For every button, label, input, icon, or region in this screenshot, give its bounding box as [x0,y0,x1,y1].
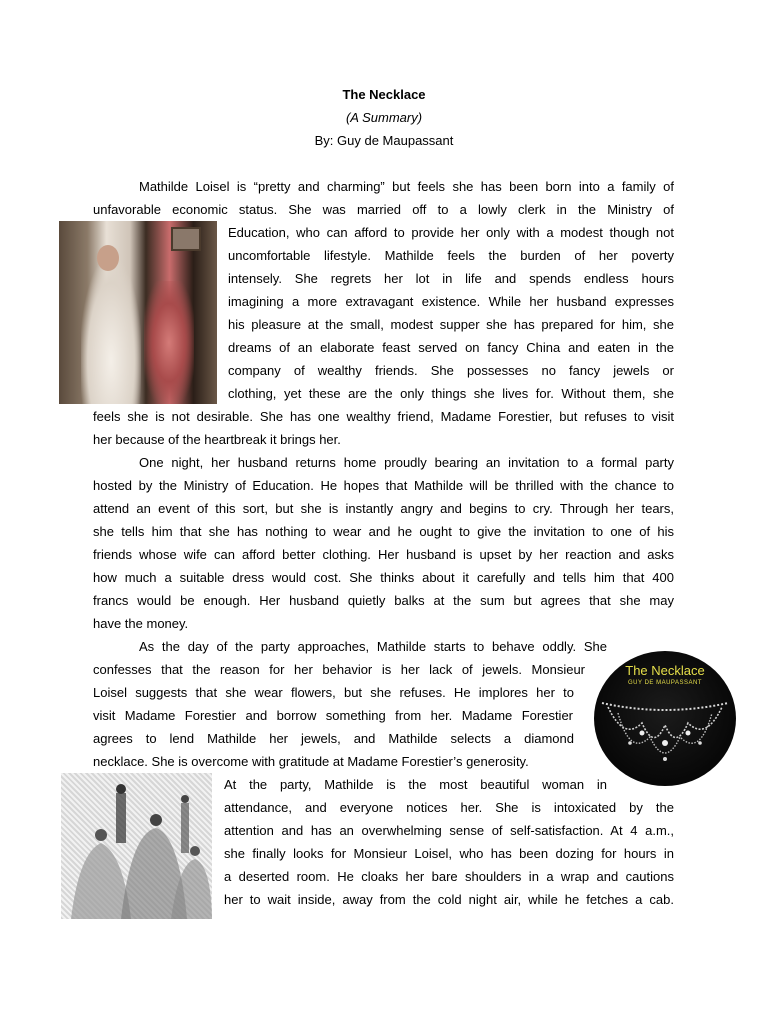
body-line: agrees to lend Mathilde her jewels, and Mathilde selects a diamond [93,731,574,746]
body-line: Education, who can afford to provide her only with a modest though not [228,225,674,240]
body-line: friends whose wife can afford better clothing. Her husband is upset by her reaction and asks [93,547,674,562]
cover-title: The Necklace [625,663,705,678]
body-line: she finally looks for Monsieur Loisel, who has been dozing for hours in [224,846,674,861]
body-line: she tells him that she has nothing to wear and he ought to give the invitation to one of his [93,524,674,539]
body-line: As the day of the party approaches, Mathilde starts to behave oddly. She [139,639,607,654]
body-line: her because of the heartbreak it brings her. [93,432,341,447]
body-line: francs would be enough. Her husband quietly balks at the sum but agrees that she may [93,593,674,608]
body-line: visit Madame Forestier and borrow something from her. Madame Forestier [93,708,573,723]
body-line: hosted by the Ministry of Education. He hopes that Mathilde will be thrilled with the chance to [93,478,674,493]
body-line: Loisel suggests that she wear flowers, but she refuses. He implores her to [93,685,574,700]
body-line: At the party, Mathilde is the most beautiful woman in [224,777,607,792]
document-title: The Necklace [342,87,426,102]
body-line: intensely. She regrets her lot in life and spends endless hours [228,271,674,286]
body-line: company of wealthy friends. She possesses no fancy jewels or [228,363,674,378]
painting-illustration [59,221,217,404]
necklace-cover-image [594,651,736,786]
body-line: Mathilde Loisel is “pretty and charming” but feels she has been born into a family of [139,179,674,194]
body-line: necklace. She is overcome with gratitude at Madame Forestier’s generosity. [93,754,529,769]
body-line: One night, her husband returns home proudly bearing an invitation to a formal party [139,455,674,470]
body-line: have the money. [93,616,189,631]
body-line: unfavorable economic status. She was married off to a lowly clerk in the Ministry of [93,202,674,217]
document-byline: By: Guy de Maupassant [314,133,454,148]
body-line: attend an event of this sort, but she is instantly angry and begins to cry. Through her tears, [93,501,674,516]
body-line: confesses that the reason for her behavior is her lack of jewels. Monsieur [93,662,585,677]
figure-shape [144,281,194,404]
body-line: clothing, yet these are the only things she lives for. Without them, she [228,386,674,401]
wall-frame-shape [171,227,201,251]
ball-engraving-illustration [61,773,212,919]
body-line: attendance, and everyone notices her. She is intoxicated by the [224,800,674,815]
gown-shape [81,261,141,404]
head-shape [97,245,119,271]
body-line: feels she is not desirable. She has one wealthy friend, Madame Forestier, but refuses to visit [93,409,674,424]
body-line: his pleasure at the small, modest supper she has prepared for him, she [228,317,674,332]
document-subtitle: (A Summary) [345,110,423,125]
ball-scene-graphic [61,773,212,919]
body-line: how much a suitable dress would cost. She thinks about it carefully and tells him that 400 [93,570,674,585]
body-line: dreams of an elaborate feast served on fancy China and eaten in the [228,340,674,355]
body-line: imagining a more extravagant existence. While her husband expresses [228,294,674,309]
body-line: attention and has an overwhelming sense of self-satisfaction. At 4 a.m., [224,823,674,838]
body-line: a deserted room. He cloaks her bare shoulders in a wrap and cautions [224,869,674,884]
cover-author: GUY DE MAUPASSANT [628,680,702,686]
body-line: her to wait inside, away from the cold night air, while he fetches a cab. [224,892,674,907]
body-line: uncomfortable lifestyle. Mathilde feels the burden of her poverty [228,248,674,263]
